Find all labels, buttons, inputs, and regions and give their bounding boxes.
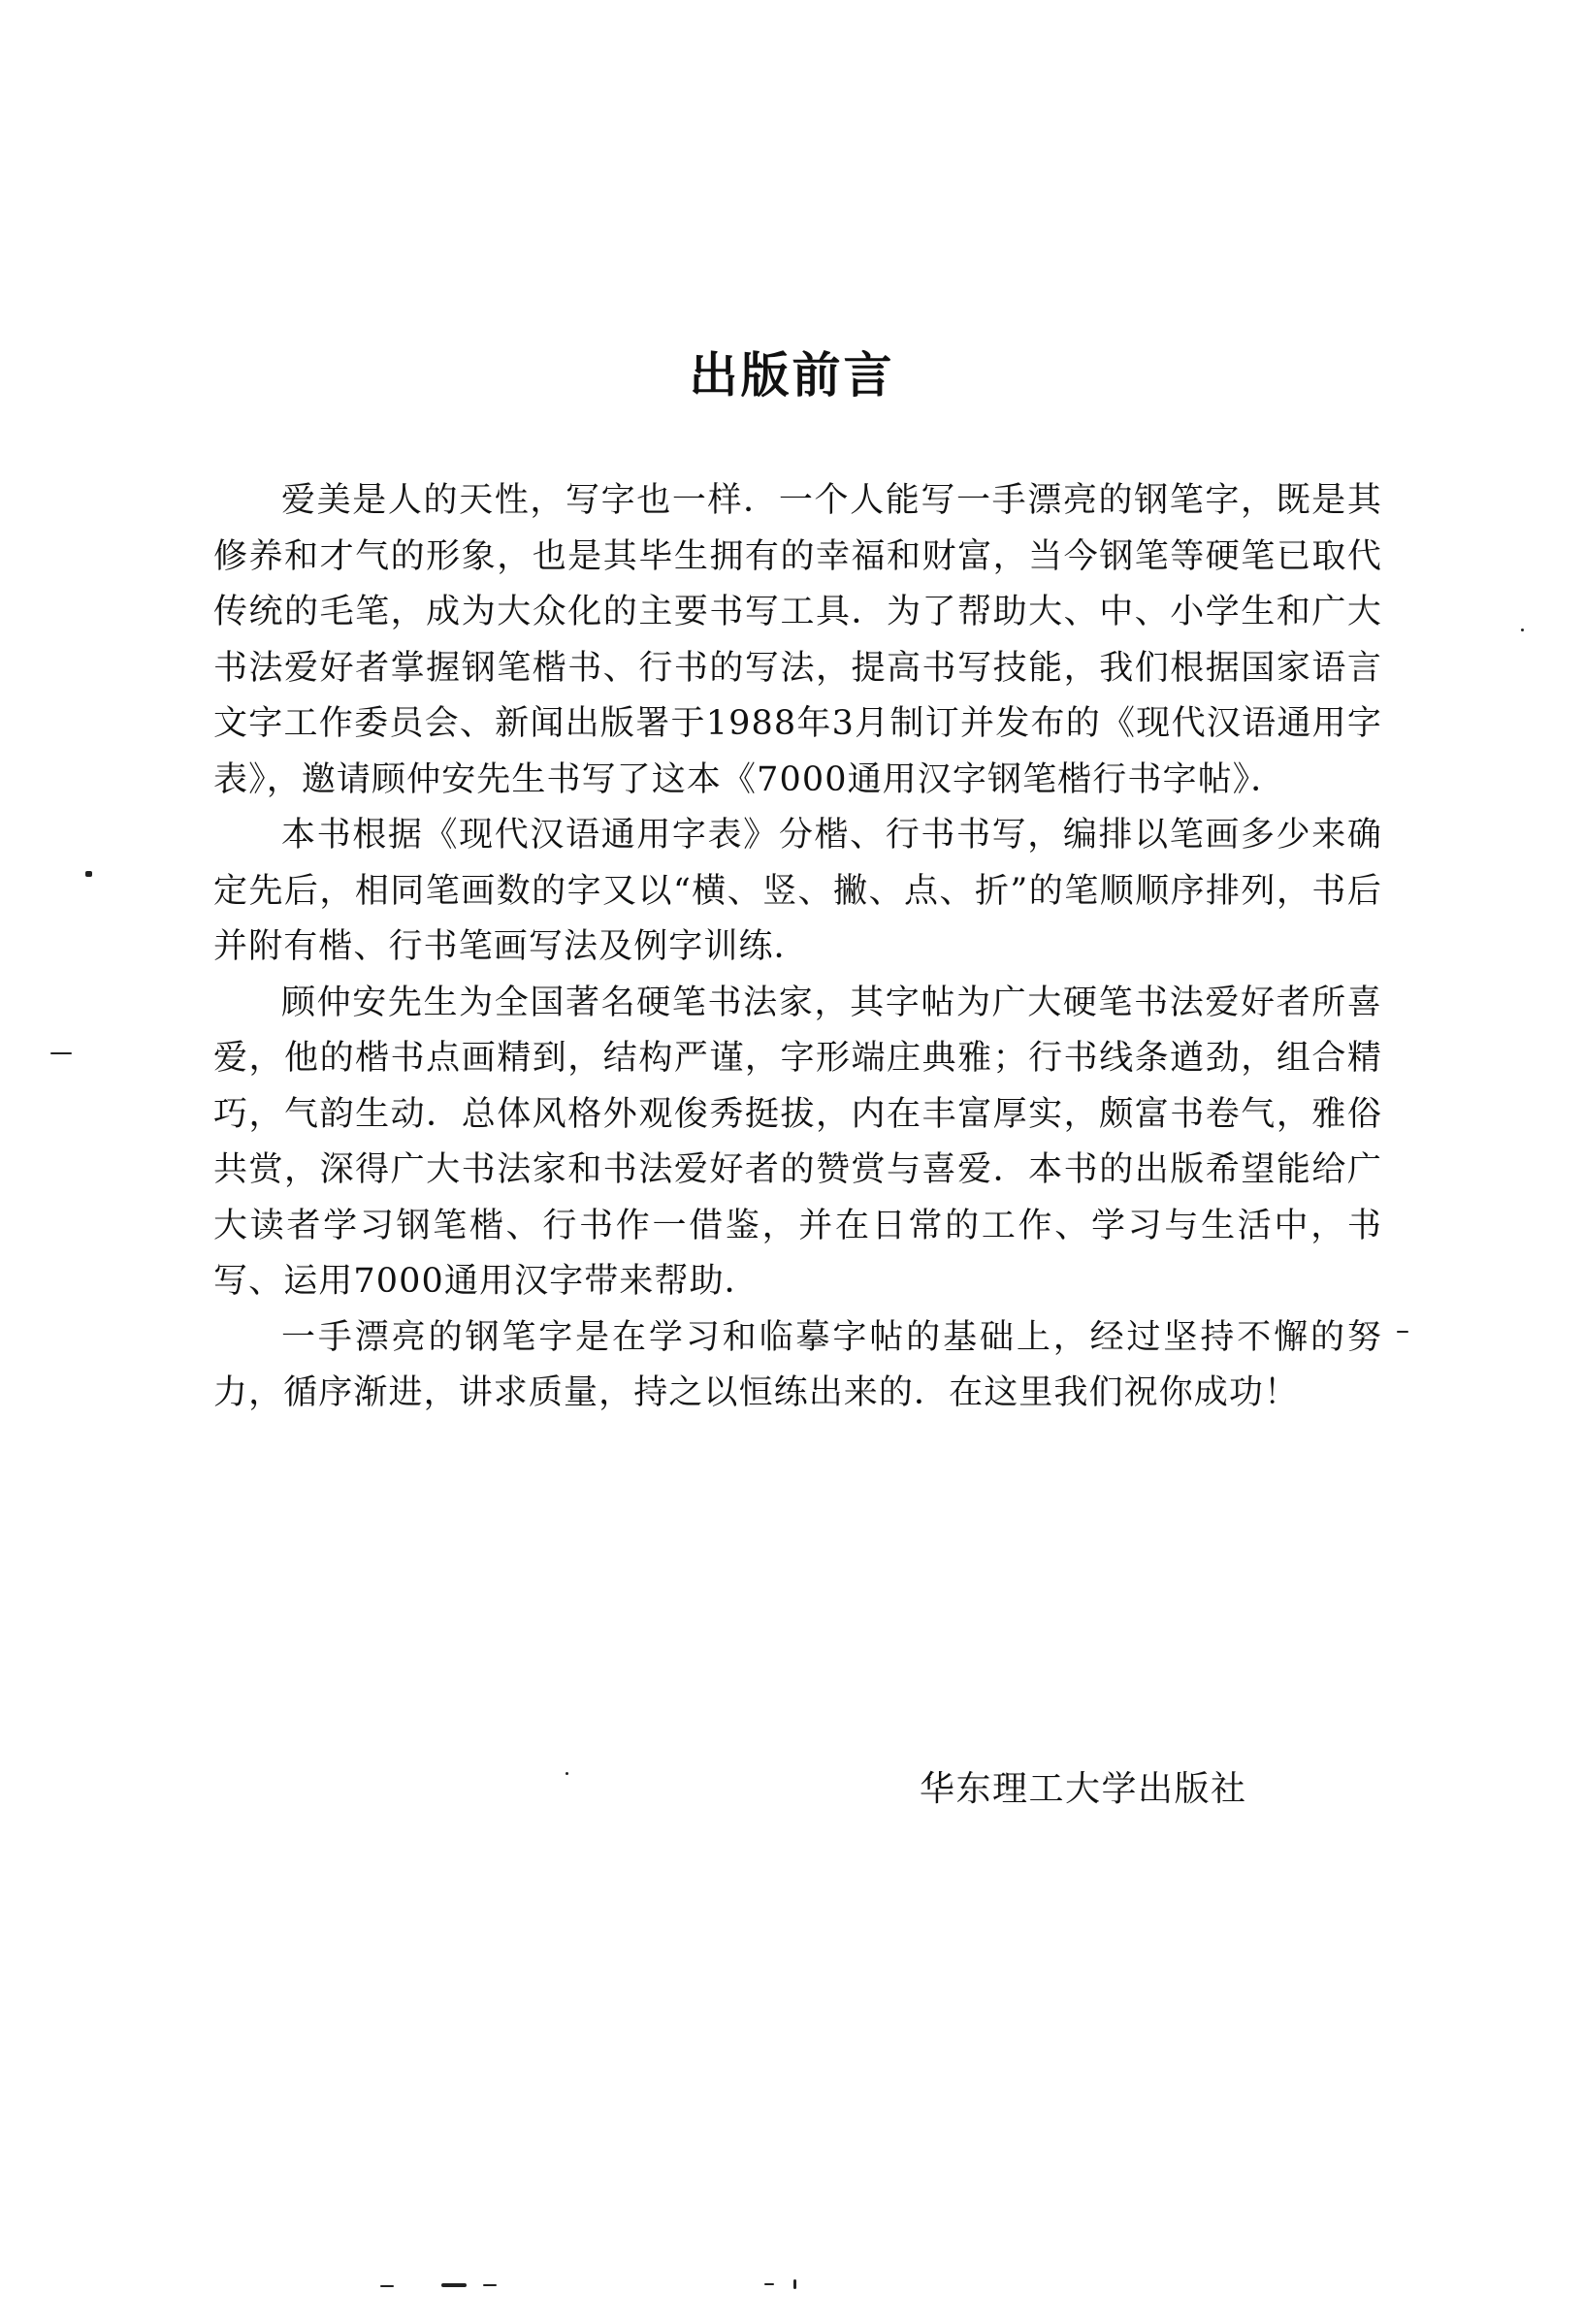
scan-speck [566,1772,568,1775]
scan-speck [1521,629,1524,631]
paragraph-4: 一手漂亮的钢笔字是在学习和临摹字帖的基础上，经过坚持不懈的努力，循序渐进，讲求质量，持之以恒练出来的．在这里我们祝你成功！ [213,1317,1382,1412]
scan-speck [441,2283,467,2287]
scan-speck [483,2284,497,2286]
paragraph-1: 爱美是人的天性，写字也一样．一个人能写一手漂亮的钢笔字，既是其修养和才气的形象，也是其毕生拥有的幸福和财富，当今钢笔等硬笔已取代传统的毛笔，成为大众化的主要书写工具．为了帮助大、中、小学生和广大书法爱好者掌握钢笔楷书、行书的写法，提高书写技能，我们根据国家语言文字工作委员会、新闻出版署于1988年3月制订并发布的《现代汉语通用字表》，邀请顾仲安先生书写了这本《7000通用汉字钢笔楷行书字帖》． [213,481,1382,799]
scan-speck [1397,1331,1408,1333]
paragraph-2: 本书根据《现代汉语通用字表》分楷、行书书写，编排以笔画多少来确定先后，相同笔画数的字又以“横、竖、撇、点、折”的笔顺顺序排列，书后并附有楷、行书笔画写法及例字训练． [213,816,1382,966]
preface-body [213,473,1382,1422]
scan-speck [764,2283,774,2285]
publisher-signature: 华东理工大学出版社 [920,1769,1247,1809]
scan-speck [50,1052,72,1054]
page-title: 出版前言 [689,347,895,403]
paragraph-3: 顾仲安先生为全国著名硬笔书法家，其字帖为广大硬笔书法爱好者所喜爱，他的楷书点画精到，结构严谨，字形端庄典雅；行书线条遒劲，组合精巧，气韵生动．总体风格外观俊秀挺拔，内在丰富厚实，颇富书卷气，雅俗共赏，深得广大书法家和书法爱好者的赞赏与喜爱．本书的出版希望能给广大读者学习钢笔楷、行书作一借鉴，并在日常的工作、学习与生活中，书写、运用7000通用汉字带来帮助． [213,983,1382,1301]
scan-speck [85,871,92,877]
scan-speck [380,2285,394,2287]
scan-speck [793,2279,796,2289]
